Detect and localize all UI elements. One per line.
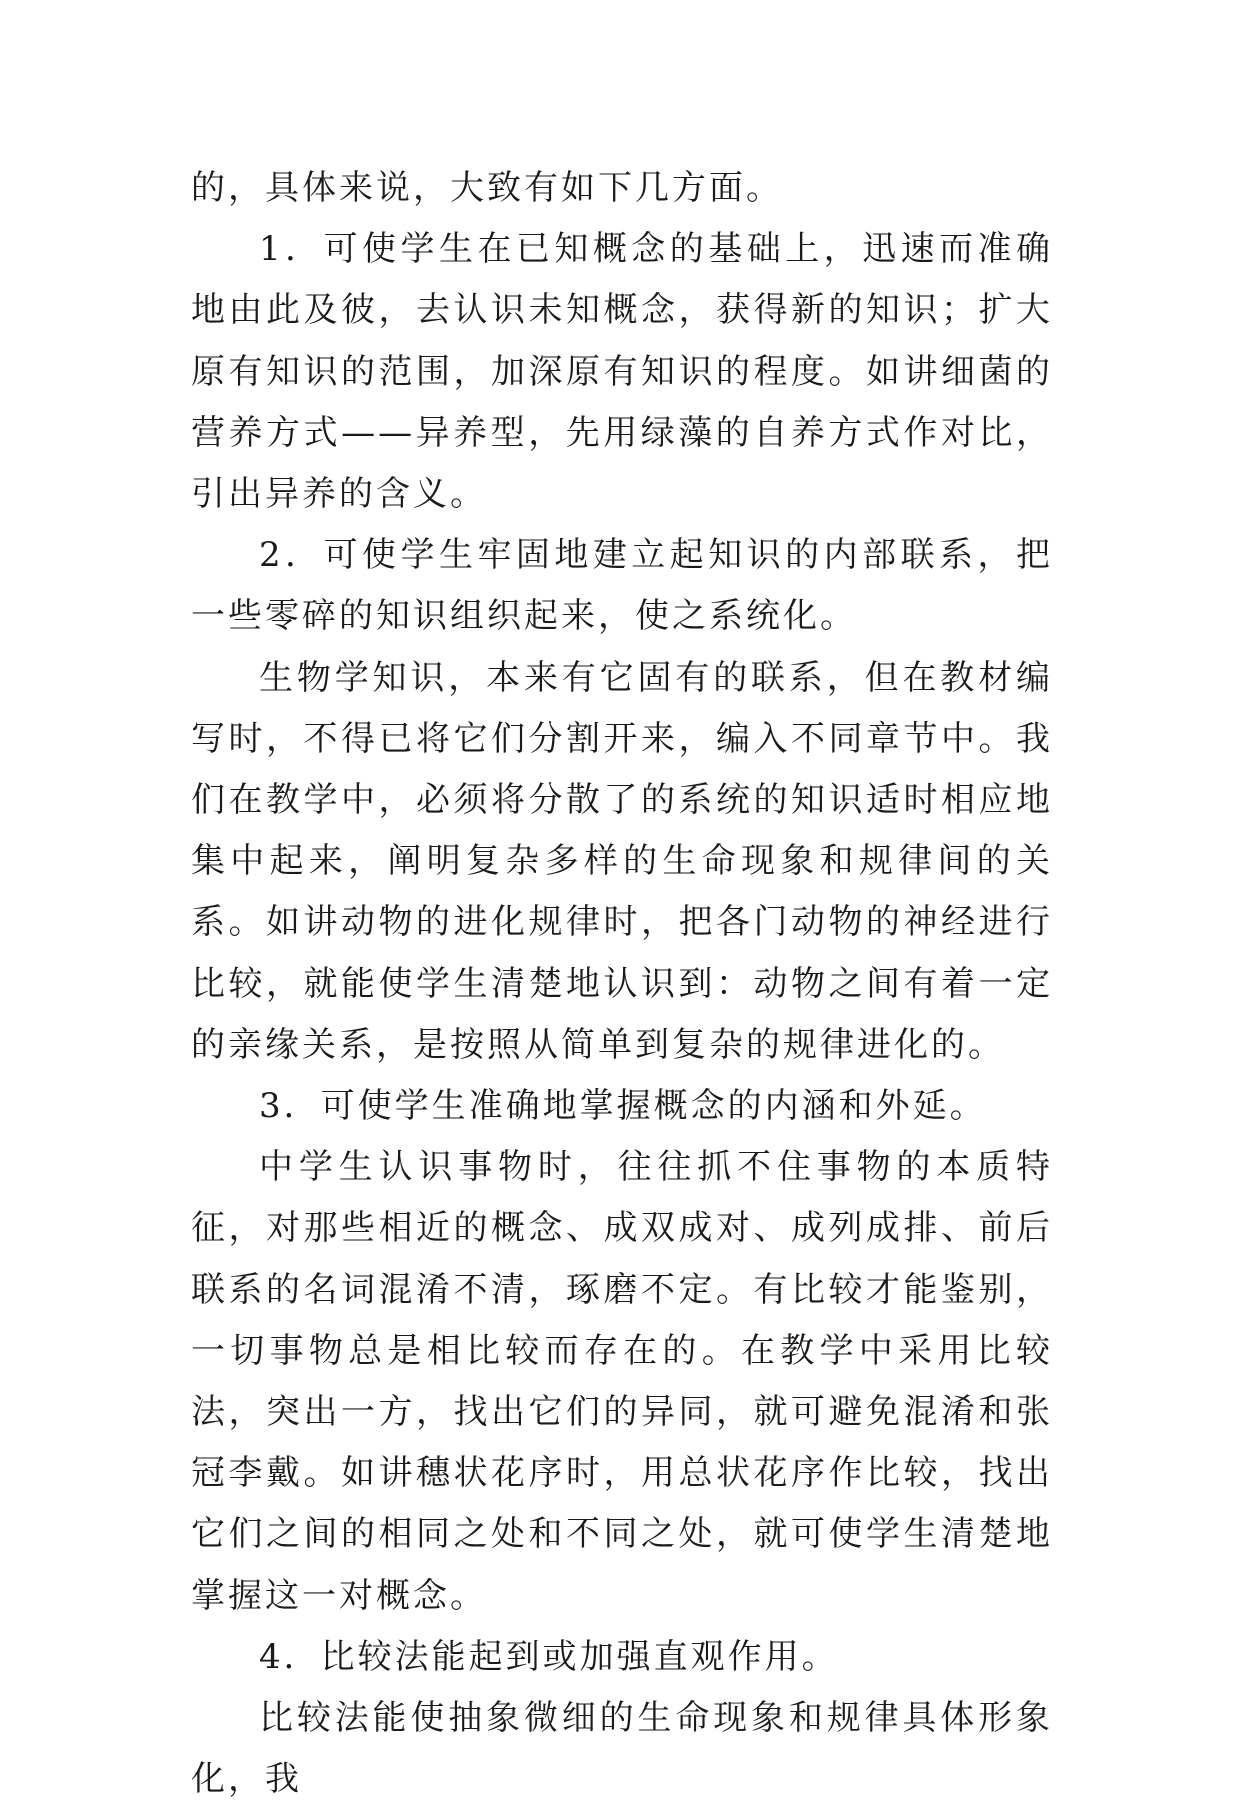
paragraph-point-3: 3．可使学生准确地掌握概念的内涵和外延。 — [259, 1086, 987, 1127]
paragraph-point-2: 2．可使学生牢固地建立起知识的内部联系，把一些零碎的知识组织起来，使之系统化。 — [191, 535, 1053, 637]
paragraph-biology-knowledge: 生物学知识，本来有它固有的联系，但在教材编写时，不得已将它们分割开来，编入不同章节中。我们在教学中，必须将分散了的系统的知识适时相应地集中起来，阐明复杂多样的生命现象和规律间的关系。如讲动物的进化规律时，把各门动物的神经进行比较，就能使学生清楚地认识到：动物之间有着一定的亲缘关系，是按照从简单到复杂的规律进化的。 — [191, 657, 1053, 1065]
paragraph-students-concepts: 中学生认识事物时，往往抓不住事物的本质特征，对那些相近的概念、成双成对、成列成排、前后联系的名词混淆不清，琢磨不定。有比较才能鉴别，一切事物总是相比较而存在的。在教学中采用比较法，突出一方，找出它们的异同，就可避免混淆和张冠李戴。如讲穗状花序时，用总状花序作比较，找出它们之间的相同之处和不同之处，就可使学生清楚地掌握这一对概念。 — [191, 1147, 1053, 1616]
body-text — [191, 158, 1053, 1810]
paragraph-continuation: 的，具体来说，大致有如下几方面。 — [191, 168, 783, 208]
paragraph-comparison-method: 比较法能使抽象微细的生命现象和规律具体形象化，我 — [191, 1698, 1053, 1800]
paragraph-point-1: 1．可使学生在已知概念的基础上，迅速而准确地由此及彼，去认识未知概念，获得新的知识；扩大原有知识的范围，加深原有知识的程度。如讲细菌的营养方式——异养型，先用绿藻的自养方式作对比，引出异养的含义。 — [191, 229, 1053, 515]
paragraph-point-4: 4．比较法能起到或加强直观作用。 — [259, 1636, 839, 1677]
